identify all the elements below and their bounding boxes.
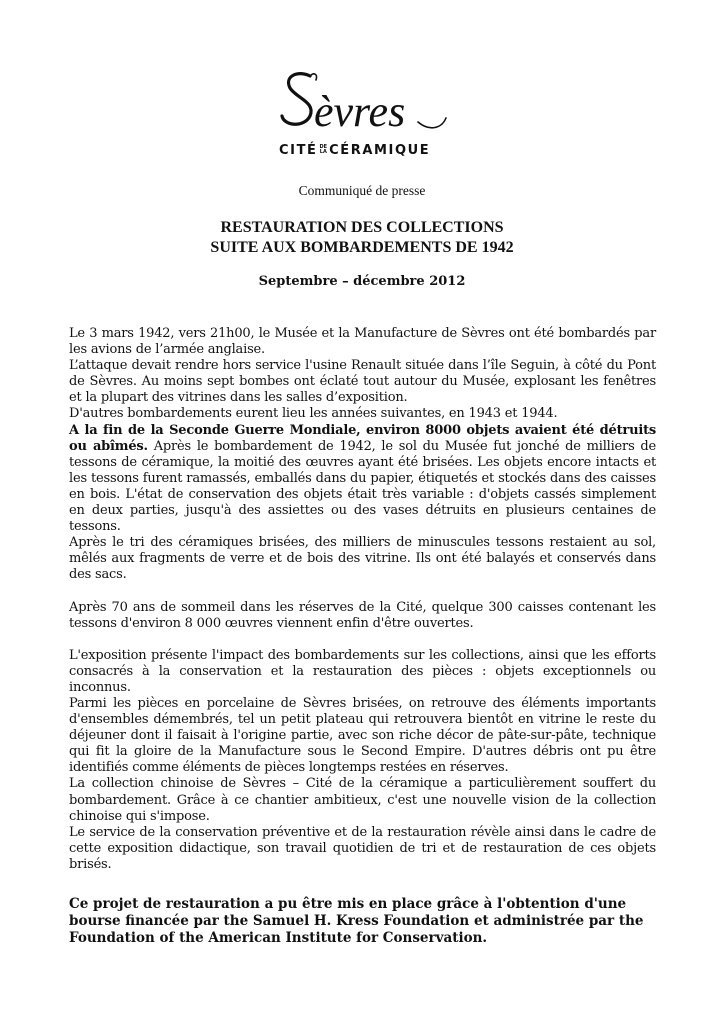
title-line-2: SUITE AUX BOMBARDEMENTS DE 1942 bbox=[210, 239, 514, 256]
page-title bbox=[0, 218, 724, 258]
logo-subtitle-ceramique: CÉRAMIQUE bbox=[329, 142, 431, 158]
title-line-1: RESTAURATION DES COLLECTIONS bbox=[220, 219, 504, 236]
sevres-logo bbox=[270, 62, 455, 162]
paragraph-1: Le 3 mars 1942, vers 21h00, le Musée et la Manufacture de Sèvres ont été bombardés par les avions de l’armée anglaise. bbox=[69, 326, 656, 358]
sevres-wordmark bbox=[270, 62, 455, 138]
document-kicker: Communiqué de presse bbox=[298, 183, 426, 198]
paragraph-5: Après le tri des céramiques brisées, des milliers de minuscules tessons restaient au sol, mêlés aux fragments de verre et de bois des vitrine. Ils ont été balayés et conservés dans des sacs. bbox=[69, 535, 656, 583]
paragraph-7: L'exposition présente l'impact des bombardements sur les collections, ainsi que les efforts consacrés à la conservation et la restauration des pièces : objets exceptionnels ou inconnus. bbox=[69, 647, 656, 695]
logo-subtitle-cite: CITÉ bbox=[279, 142, 318, 158]
funding-statement: Ce projet de restauration a pu être mis en place grâce à l'obtention d'une bourse financée par the Samuel H. Kress Foundation et administrée par the Foundation of the American Institute for Conservation. bbox=[69, 896, 644, 946]
body-text bbox=[69, 326, 656, 873]
paragraph-4-highlight: A la fin de la Seconde Guerre Mondiale, environ 8000 objets avaient été détruits ou abîmés. bbox=[69, 422, 656, 454]
paragraph-4-text: Après le bombardement de 1942, le sol du Musée fut jonché de milliers de tessons de céramique, la moitié des œuvres ayant été brisées. Les objets encore intacts et les tessons furent ramassés, emballés dans du papier, étiquetés et stockés dans des caisses en bois. L'état de conservation des objets était très variable : d'objets cassés simplement en deux parties, jusqu'à des assiettes ou des vases détruits en plusieurs centaines de tessons. bbox=[69, 438, 656, 535]
logo-wordmark-text: èvres bbox=[314, 87, 406, 136]
paragraph-6: Après 70 ans de sommeil dans les réserves de la Cité, quelque 300 caisses contenant les tessons d'environ 8 000 œuvres viennent enfin d'être ouvertes. bbox=[69, 599, 656, 631]
paragraph-8: Parmi les pièces en porcelaine de Sèvres brisées, on retrouve des éléments importants d'ensembles démembrés, tel un petit plateau qui retrouvera bientôt en vitrine le reste du déjeuner dont il faisait à l'origine partie, avec son riche décor de pâte-sur-pâte, technique qui fit la gloire de la Manufacture sous le Second Empire. D'autres débris ont pu être identifiés comme éléments de pièces longtemps restées en réserves. bbox=[69, 695, 656, 776]
paragraph-4 bbox=[69, 423, 656, 536]
paragraph-2: L’attaque devait rendre hors service l'usine Renault située dans l’île Seguin, à côté du Pont de Sèvres. Au moins sept bombes ont éclaté tout autour du Musée, explosant les fenêtres et la plupart des vitrines dans les salles d’exposition. bbox=[69, 358, 656, 406]
logo-subtitle-de: DE bbox=[319, 144, 328, 150]
logo-subtitle-la: LA bbox=[319, 149, 327, 155]
logo-subtitle bbox=[279, 138, 454, 162]
logo-subtitle-dela bbox=[320, 143, 328, 157]
paragraph-3: D'autres bombardements eurent lieu les années suivantes, en 1943 et 1944. bbox=[69, 406, 558, 422]
paragraph-9: La collection chinoise de Sèvres – Cité de la céramique a particulièrement souffert du bombardement. Grâce à ce chantier ambitieux, c'est une nouvelle vision de la collection chinoise qui s'impose. bbox=[69, 776, 656, 824]
paragraph-10: Le service de la conservation préventive et de la restauration révèle ainsi dans le cadre de cette exposition didactique, son travail quotidien de tri et de restauration de ces objets brisés. bbox=[69, 824, 656, 872]
exhibition-dates: Septembre – décembre 2012 bbox=[258, 274, 466, 289]
